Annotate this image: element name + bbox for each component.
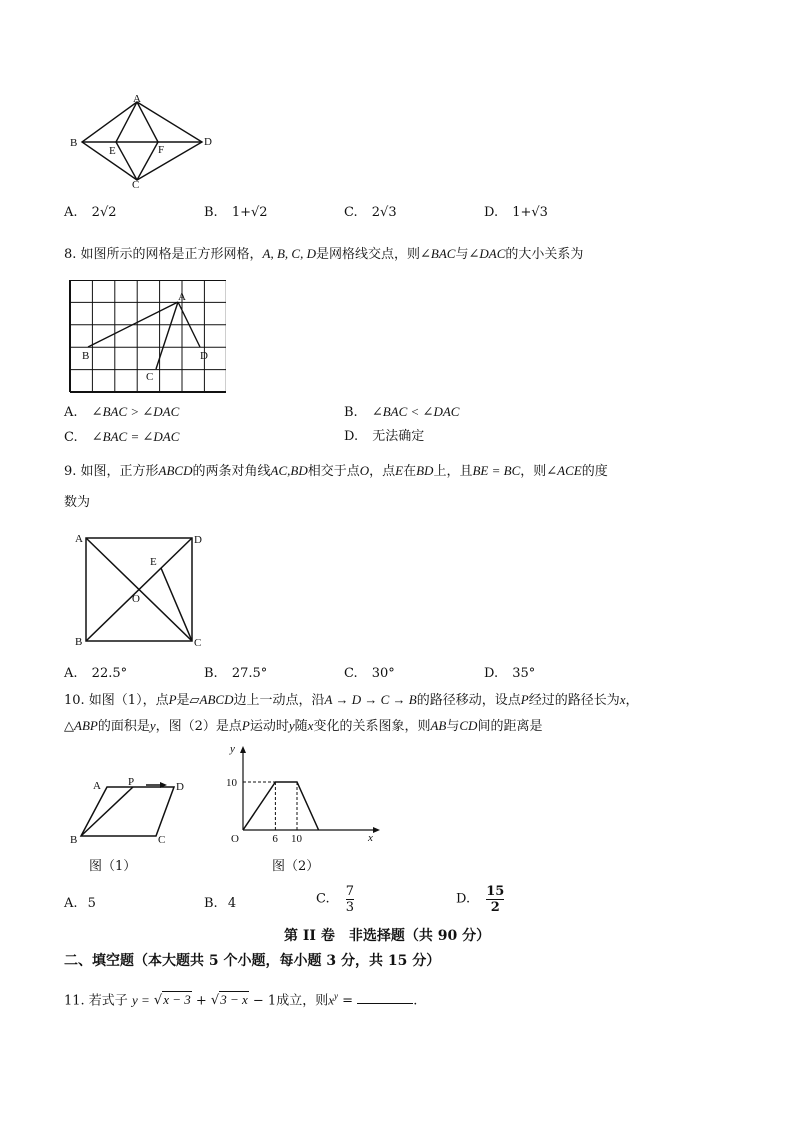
q10-option-a[interactable] [64,896,96,912]
q7-option-b-value: 1+√2 [231,205,268,220]
q9-option-a[interactable] [64,666,127,682]
q11-plus: + [195,993,207,1009]
q9-option-d-letter: D. [484,666,499,681]
q9-label-d: D [194,534,202,546]
q9-option-c-letter: C. [344,666,358,681]
q10-text: 变化的关系图象，则 [313,719,431,734]
q10-text: 的路径移动，设点 [416,693,521,708]
q8-grid-figure [66,280,226,394]
q9-text: 相交于点 [307,464,360,479]
q9-option-a-letter: A. [64,666,78,681]
q7-option-b-letter: B. [204,205,218,220]
q10-option-c-fraction [346,884,354,915]
q8-option-b-value: ∠BAC < ∠DAC [371,404,460,419]
q8-angle-dac: ∠DAC [468,246,506,261]
q10-fig2-graph [218,740,388,848]
q8-label-a: A [178,291,186,303]
q9-text: 9. 如图，正方形 [64,464,159,479]
q9-text: 的度 [581,464,608,479]
q11-radicand-1: x − 3 [163,992,191,1008]
q7-option-b[interactable] [204,205,268,221]
q10-segment-cd: CD [459,718,478,733]
q10-option-a-letter: A. [64,896,78,911]
q10-fig2-xtick-6: 6 [272,833,278,845]
q9-text: 的两条对角线 [192,464,271,479]
q8-option-c-letter: C. [64,430,78,445]
q9-option-c[interactable] [344,666,395,682]
q9-option-b[interactable] [204,666,267,682]
q10-option-c[interactable] [316,884,354,915]
q10-fig2-origin: O [231,833,239,845]
q7-line-ec [116,142,137,180]
q8-text: 是网格线交点，则 [316,247,421,262]
q9-square-figure [72,530,212,648]
fraction-denominator: 3 [345,900,355,915]
q10-text: 的面积是 [97,719,150,734]
q9-label-e: E [150,556,157,568]
q10-text: 边上一动点，沿 [233,693,325,708]
q10-text: 是 [176,693,190,708]
q9-text: 在 [403,464,417,479]
q11-question: 11. 若式子 y = √x − 3 + √3 − x − 1成立，则$x^y$ = . [64,991,418,1009]
q11-equals: = [342,993,354,1009]
q10-text: 与 [446,719,460,734]
q10-fig2-xtick-10: 10 [291,833,302,845]
q8-text: 与 [455,247,469,262]
q10-var-y: y [288,718,295,733]
q9-option-c-value: 30° [371,666,395,681]
q10-point-p: P [168,692,177,707]
q8-option-a[interactable] [64,404,179,421]
q10-option-c-letter: C. [316,891,330,907]
q7-option-d[interactable] [484,205,548,221]
q8-option-b-letter: B. [344,405,358,420]
q9-option-b-letter: B. [204,666,218,681]
q8-question [64,246,583,263]
q10-text: ，图（2）是点 [155,719,242,734]
q10-text: 运动时 [249,719,289,734]
fraction-numerator: 15 [486,884,505,899]
q8-label-c: C [146,371,154,383]
q8-text: 8. 如图所示的网格是正方形网格， [64,247,263,262]
q10-var-x: x [307,718,314,733]
q10-path: A → D → C → B [324,692,417,707]
q9-option-a-value: 22.5° [91,666,128,681]
q10-fig2-caption: 图（2） [272,859,320,874]
q9-label-c: C [194,637,202,648]
q8-text: 的大小关系为 [505,247,584,262]
q7-line-ae [116,102,137,142]
q8-option-c[interactable] [64,429,179,446]
q9-text: 上，且 [433,464,473,479]
q9-bd: BD [416,463,434,478]
q10-text: 随 [294,719,308,734]
q11-text: 成立，则 [276,993,329,1009]
q11-radicand-2: 3 − x [220,992,248,1008]
q11-power-base: x [328,992,334,1008]
q10-fig1 [66,770,196,848]
q10-fig1-label-d: D [176,781,184,793]
q8-label-b: B [82,350,90,362]
q10-triangle: △ABP [64,718,98,733]
q10-parallelogram: ▱ABCD [189,692,234,707]
q7-option-c-letter: C. [344,205,358,220]
q10-fig2-x-arrow [373,827,380,833]
q10-fig1-label-b: B [70,834,78,846]
q9-text: ，点 [369,464,396,479]
q7-label-a: A [133,93,141,105]
q10-fig2-xlabel: x [368,832,373,844]
section2-title: 二、填空题（本大题共 5 个小题，每小题 3 分，共 15 分） [64,953,441,969]
q8-label-d: D [200,350,208,362]
q11-period: . [413,993,418,1009]
q7-option-a-value: 2√2 [91,205,117,220]
q10-fig1-label-a: A [93,780,101,792]
q10-text: ， [625,693,639,708]
q10-segment-ab: AB [430,718,447,733]
q7-option-d-letter: D. [484,205,499,220]
q9-label-b: B [75,636,83,648]
q8-points: A, B, C, D [262,246,316,261]
q8-option-d[interactable] [344,429,424,445]
q9-question-line1 [64,463,608,480]
q9-square: ABCD [158,463,193,478]
q10-option-d-letter: D. [456,891,471,907]
q9-label-o: O [132,593,140,605]
q10-option-d[interactable] [456,884,504,915]
fraction-numerator: 7 [345,884,355,899]
q10-point-p: P [520,692,529,707]
q10-point-p: P [241,718,250,733]
q9-option-d-value: 35° [512,666,536,681]
q7-label-e: E [109,145,116,157]
q9-point-e: E [395,463,404,478]
q10-text: 经过的路径长为 [528,693,620,708]
q10-text: 10. 如图（1），点 [64,693,169,708]
q8-option-d-letter: D. [344,429,359,444]
q10-text: 间的距离是 [477,719,543,734]
q9-condition: BE = BC [472,463,521,478]
q9-line-ce [161,568,192,641]
q9-text: ，则 [520,464,547,479]
q9-option-d[interactable] [484,666,535,682]
q10-fig1-line-bp [81,787,133,836]
q10-fig1-label-c: C [158,834,166,846]
q10-option-b-value: 4 [227,896,237,911]
q7-option-a[interactable] [64,205,117,221]
q8-option-d-value: 无法确定 [372,429,425,444]
q7-option-d-value: 1+√3 [512,205,548,220]
q10-fig2-ylabel: y [230,743,235,755]
q9-question-line2: 数为 [64,495,91,510]
q9-label-a: A [75,533,83,545]
fraction-denominator: 2 [490,900,500,915]
q11-answer-blank[interactable] [357,991,413,1004]
q10-option-b[interactable] [204,896,236,912]
q7-label-b: B [70,137,78,149]
q10-fig1-caption: 图（1） [89,859,137,874]
q8-option-b[interactable] [344,404,459,421]
q10-var-y: y [149,718,156,733]
q9-angle: ∠ACE [546,463,582,478]
q10-option-d-fraction [486,884,504,915]
q10-fig2-y-arrow [240,746,246,753]
q10-fig1-label-p: P [128,776,135,788]
q10-option-a-value: 5 [87,896,96,911]
q8-angle-bac: ∠BAC [420,246,456,261]
q11-text: 11. 若式子 [64,993,128,1009]
q11-formula-tail: − 1 [252,993,277,1009]
q7-rhombus [82,102,202,180]
q7-label-c: C [132,179,140,188]
q10-fig2-ytick-10: 10 [226,777,237,789]
q11-power-exponent: y [334,991,338,1001]
q7-figure [64,92,214,188]
q9-diagonals: AC,BD [270,463,308,478]
q7-label-d: D [204,136,212,148]
q7-option-c[interactable] [344,205,397,221]
q8-option-a-value: ∠BAC > ∠DAC [91,404,180,419]
q10-var-x: x [619,692,626,707]
q9-point-o: O [359,463,370,478]
q10-question-line2 [64,718,542,735]
q9-option-b-value: 27.5° [231,666,268,681]
q7-option-c-value: 2√3 [371,205,397,220]
q10-question-line1 [64,692,639,709]
q7-label-f: F [158,144,165,156]
q8-option-a-letter: A. [64,405,78,420]
q10-option-b-letter: B. [204,896,218,911]
q10-fig1-parallelogram [81,787,174,836]
q10-fig2-series-line [243,782,319,830]
q7-option-a-letter: A. [64,205,78,220]
part2-title: 第 II 卷 非选择题（共 90 分） [284,928,491,944]
q8-option-c-value: ∠BAC = ∠DAC [91,429,180,444]
q11-formula-lhs: y = [131,992,150,1008]
